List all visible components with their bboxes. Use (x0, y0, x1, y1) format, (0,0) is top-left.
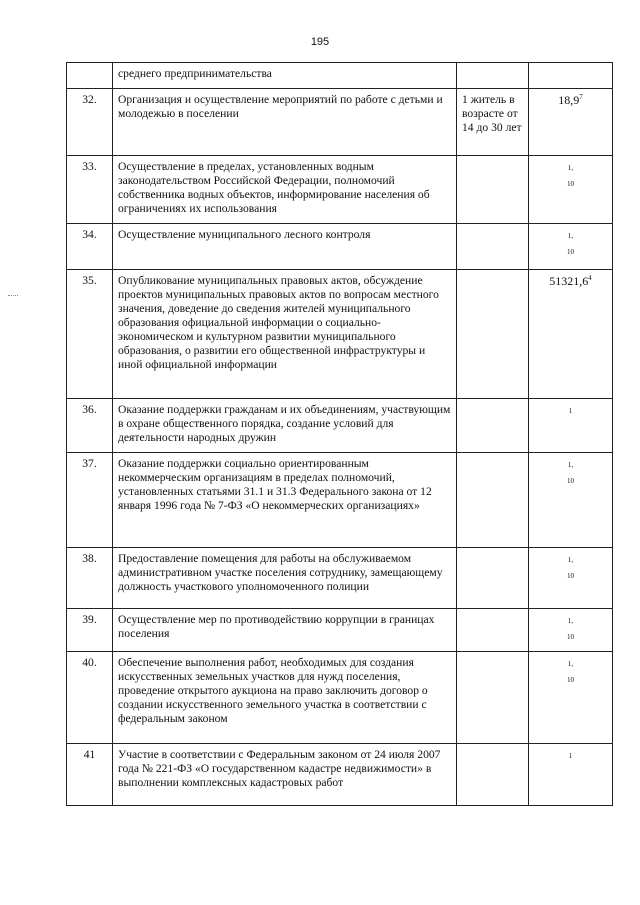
power-description: Обеспечение выполнения работ, необходимых для создания искусственных земельных участков для нужд поселения, проведение открытого аукциона на право заключить договор о создании искусственного земельного участка в соответствии с федеральным законом (113, 652, 457, 744)
footnote-note: 10 (567, 477, 574, 485)
table-row (67, 270, 613, 399)
indicator-unit (457, 224, 529, 270)
table-row (67, 156, 613, 224)
table-row (67, 652, 613, 744)
row-number: 37. (67, 453, 113, 548)
power-description: Опубликование муниципальных правовых актов, обсуждение проектов муниципальных правовых актов по вопросам местного значения, доведение до сведения жителей муниципального образования официальной информации о социально-экономическом и культурном развитии муниципального образования, о развитии его общественной инфраструктуры и иной официальной информации (113, 270, 457, 399)
row-number: 39. (67, 609, 113, 652)
power-description: Организация и осуществление мероприятий по работе с детьми и молодежью в поселении (113, 89, 457, 156)
indicator-value-cell (529, 270, 613, 399)
table-row (67, 224, 613, 270)
indicator-unit (457, 609, 529, 652)
table-row (67, 548, 613, 609)
indicator-unit: 1 житель в возрасте от 14 до 30 лет (457, 89, 529, 156)
power-description: Осуществление мер по противодействию коррупции в границах поселения (113, 609, 457, 652)
row-number: 32. (67, 89, 113, 156)
row-number: 41 (67, 744, 113, 806)
row-number: 35. (67, 270, 113, 399)
indicator-value-cell (529, 156, 613, 224)
power-description: Оказание поддержки социально ориентированным некоммерческим организациям в пределах полномочий, установленных статьями 31.1 и 31.3 Федерального закона от 12 января 1996 года № 7-ФЗ «О некоммерческих организациях» (113, 453, 457, 548)
indicator-value-cell (529, 548, 613, 609)
footnote-note: 10 (567, 633, 574, 641)
footnote-note: 1 (568, 752, 573, 760)
indicator-unit (457, 156, 529, 224)
indicator-unit (457, 548, 529, 609)
indicator-unit (457, 744, 529, 806)
row-number: 36. (67, 399, 113, 453)
footnote-note: 1, (567, 461, 574, 469)
indicator-value-cell (529, 63, 613, 89)
indicator-unit (457, 63, 529, 89)
indicator-unit (457, 399, 529, 453)
footnote-note: 10 (567, 180, 574, 188)
power-description: Осуществление в пределах, установленных водным законодательством Российской Федерации, полномочий собственника водных объектов, информирование населения об ограничениях их использования (113, 156, 457, 224)
table-row (67, 89, 613, 156)
row-number: 34. (67, 224, 113, 270)
power-description: среднего предпринимательства (113, 63, 457, 89)
footnote-note: 1, (567, 164, 574, 172)
footnote-note: 1, (567, 232, 574, 240)
indicator-unit (457, 652, 529, 744)
footnote-note: 10 (567, 572, 574, 580)
footnote-note: 1, (567, 660, 574, 668)
footnote-note: 1, (567, 617, 574, 625)
footnote-ref: 4 (588, 274, 592, 282)
power-description: Осуществление муниципального лесного контроля (113, 224, 457, 270)
table-row (67, 63, 613, 89)
footnote-note: 1 (568, 407, 573, 415)
indicator-value: 51321,6 (549, 274, 589, 288)
row-number: 40. (67, 652, 113, 744)
indicator-unit (457, 453, 529, 548)
power-description: Оказание поддержки гражданам и их объединениям, участвующим в охране общественного порядка, создание условий для деятельности народных дружин (113, 399, 457, 453)
row-number: 38. (67, 548, 113, 609)
indicator-value-cell (529, 89, 613, 156)
indicator-unit (457, 270, 529, 399)
table-row (67, 744, 613, 806)
indicator-value-cell (529, 224, 613, 270)
row-number: 33. (67, 156, 113, 224)
footnote-note: 10 (567, 676, 574, 684)
indicator-value-cell (529, 453, 613, 548)
footnote-ref: 7 (579, 93, 583, 101)
power-description: Предоставление помещения для работы на обслуживаемом административном участке поселения сотруднику, замещающему должность участкового уполномоченного полиции (113, 548, 457, 609)
indicator-value-cell (529, 609, 613, 652)
indicator-value-cell (529, 399, 613, 453)
footnote-note: 1, (567, 556, 574, 564)
row-number (67, 63, 113, 89)
power-description: Участие в соответствии с Федеральным законом от 24 июля 2007 года № 221-ФЗ «О государственном кадастре недвижимости» в выполнении комплексных кадастровых работ (113, 744, 457, 806)
margin-mark (8, 295, 18, 296)
footnote-note: 10 (567, 248, 574, 256)
indicator-value: 18,9 (558, 93, 580, 107)
table-row (67, 453, 613, 548)
page-number: 195 (310, 36, 330, 48)
table-row (67, 609, 613, 652)
powers-table (66, 62, 613, 806)
indicator-value-cell (529, 652, 613, 744)
table-row (67, 399, 613, 453)
indicator-value-cell (529, 744, 613, 806)
